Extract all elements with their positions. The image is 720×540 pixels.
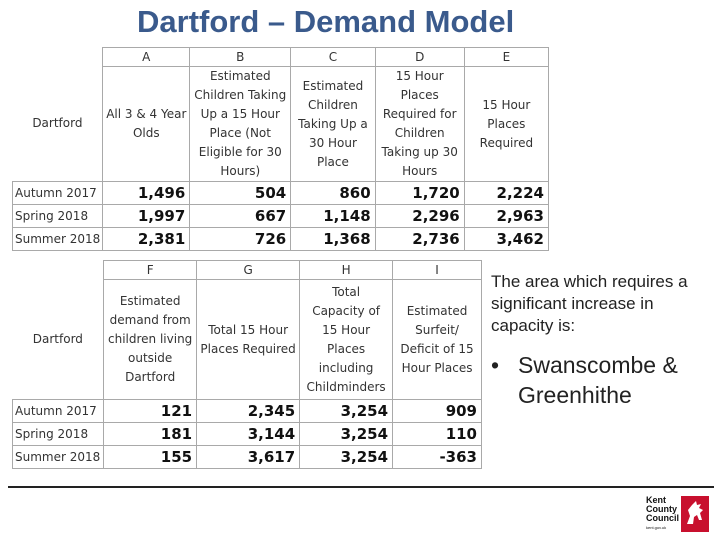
table-cell: 1,720	[375, 182, 464, 205]
table-cell: 909	[393, 400, 482, 423]
footer-divider	[8, 486, 714, 488]
page-title: Dartford – Demand Model	[137, 4, 515, 39]
header-row	[13, 280, 482, 400]
demand-table-1	[12, 47, 549, 251]
table-row	[13, 446, 482, 469]
column-letter: C	[291, 48, 375, 67]
bullet-text: Swanscombe & Greenhithe	[518, 352, 678, 408]
table-cell: 1,148	[291, 205, 375, 228]
table-cell: 2,296	[375, 205, 464, 228]
table-cell: 3,254	[300, 400, 393, 423]
kent-county-council-logo	[646, 492, 714, 536]
column-letter-row	[13, 48, 549, 67]
bullet-marker: •	[491, 352, 500, 378]
column-header: 15 Hour Places Required for Children Taking up 30 Hours	[375, 67, 464, 182]
table-cell: 3,254	[300, 446, 393, 469]
column-header: Total 15 Hour Places Required	[197, 280, 300, 400]
column-letter: I	[393, 261, 482, 280]
row-label: Spring 2018	[13, 423, 104, 446]
column-header: Estimated Children Taking Up a 30 Hour Place	[291, 67, 375, 182]
horse-icon	[681, 496, 709, 532]
column-header: Estimated Children Taking Up a 15 Hour Place (Not Eligible for 30 Hours)	[190, 67, 291, 182]
column-header: Total Capacity of 15 Hour Places including Childminders	[300, 280, 393, 400]
table-cell: 2,345	[197, 400, 300, 423]
column-letter: E	[464, 48, 548, 67]
table-cell: 726	[190, 228, 291, 251]
side-description: The area which requires a significant increase in capacity is:	[491, 272, 688, 335]
table-row	[13, 400, 482, 423]
table-row	[13, 423, 482, 446]
header-row	[13, 67, 549, 182]
column-header: All 3 & 4 Year Olds	[103, 67, 190, 182]
table-cell: 1,368	[291, 228, 375, 251]
table-cell: 2,963	[464, 205, 548, 228]
table-cell: 181	[104, 423, 197, 446]
table-cell: 2,381	[103, 228, 190, 251]
table-cell: 1,997	[103, 205, 190, 228]
table-cell: 110	[393, 423, 482, 446]
column-header: Estimated demand from children living outside Dartford	[104, 280, 197, 400]
row-label: Summer 2018	[13, 228, 103, 251]
row-label: Autumn 2017	[13, 182, 103, 205]
logo-wordmark: Kent County Council kent.gov.uk	[646, 495, 679, 530]
table-cell: 121	[104, 400, 197, 423]
table-cell: 155	[104, 446, 197, 469]
row-label: Summer 2018	[13, 446, 104, 469]
corner-label: Dartford	[13, 67, 103, 182]
column-letter: G	[197, 261, 300, 280]
table-cell: -363	[393, 446, 482, 469]
column-header: Estimated Surfeit/ Deficit of 15 Hour Places	[393, 280, 482, 400]
table-row	[13, 228, 549, 251]
column-letter: H	[300, 261, 393, 280]
column-header: 15 Hour Places Required	[464, 67, 548, 182]
bullet-item	[491, 350, 716, 410]
table-row	[13, 182, 549, 205]
column-letter: B	[190, 48, 291, 67]
table-cell: 3,617	[197, 446, 300, 469]
demand-table-2	[12, 260, 482, 469]
table-cell: 1,496	[103, 182, 190, 205]
table-cell: 667	[190, 205, 291, 228]
table-cell: 504	[190, 182, 291, 205]
table-cell: 2,736	[375, 228, 464, 251]
corner-label: Dartford	[13, 280, 104, 400]
table-cell: 3,144	[197, 423, 300, 446]
row-label: Spring 2018	[13, 205, 103, 228]
table-cell: 3,462	[464, 228, 548, 251]
column-letter: A	[103, 48, 190, 67]
column-letter: D	[375, 48, 464, 67]
table-cell: 860	[291, 182, 375, 205]
table-row	[13, 205, 549, 228]
column-letter-row	[13, 261, 482, 280]
table-cell: 2,224	[464, 182, 548, 205]
row-label: Autumn 2017	[13, 400, 104, 423]
table-cell: 3,254	[300, 423, 393, 446]
column-letter: F	[104, 261, 197, 280]
